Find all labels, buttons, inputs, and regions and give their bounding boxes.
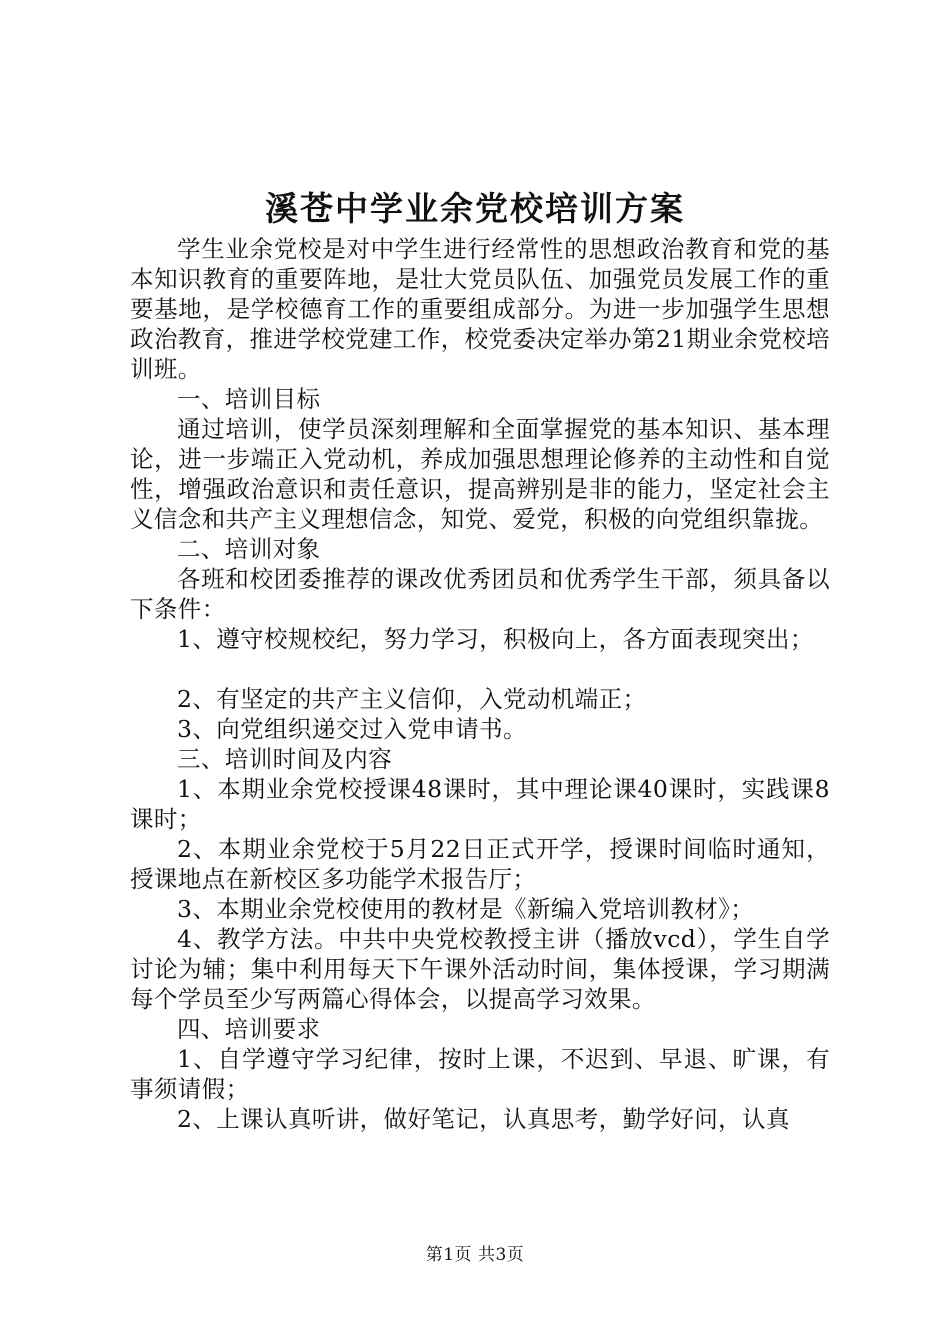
- page-number-footer: 第1页 共3页: [425, 1245, 525, 1265]
- audience-condition-item: 3、向党组织递交过入党申请书。: [177, 715, 527, 743]
- schedule-item: 2、本期业余党校于5月22日正式开学，授课时间临时通知，授课地点在新校区多功能学术报告厅；: [130, 835, 830, 893]
- document-title: 溪苍中学业余党校培训方案: [265, 189, 685, 228]
- schedule-item: 1、本期业余党校授课48课时，其中理论课40课时，实践课8课时；: [130, 775, 830, 833]
- schedule-item: 4、教学方法。中共中央党校教授主讲（播放vcd），学生自学讨论为辅；集中利用每天下午课外活动时间，集体授课，学习期满每个学员至少写两篇心得体会，以提高学习效果。: [130, 925, 830, 1013]
- blank-line: [130, 654, 830, 684]
- audience-condition-item: 2、有坚定的共产主义信仰，入党动机端正；: [177, 685, 647, 713]
- audience-paragraph: 各班和校团委推荐的课改优秀团员和优秀学生干部，须具备以下条件：: [130, 565, 830, 623]
- requirement-item: 2、上课认真听讲，做好笔记，认真思考，勤学好问，认真: [177, 1105, 790, 1133]
- requirement-item: 1、自学遵守学习纪律，按时上课，不迟到、早退、旷课，有事须请假；: [130, 1045, 830, 1103]
- document-body: [130, 234, 830, 1134]
- intro-paragraph: 学生业余党校是对中学生进行经常性的思想政治教育和党的基本知识教育的重要阵地，是壮大党员队伍、加强党员发展工作的重要基地，是学校德育工作的重要组成部分。为进一步加强学生思想政治教育，推进学校党建工作，校党委决定举办第21期业余党校培训班。: [130, 235, 830, 383]
- schedule-item: 3、本期业余党校使用的教材是《新编入党培训教材》；: [177, 895, 755, 923]
- section-heading-goals: 一、培训目标: [177, 385, 321, 413]
- goals-paragraph: 通过培训，使学员深刻理解和全面掌握党的基本知识、基本理论，进一步端正入党动机，养成加强思想理论修养的主动性和自觉性，增强政治意识和责任意识，提高辨别是非的能力，坚定社会主义信念和共产主义理想信念，知党、爱党，积极的向党组织靠拢。: [130, 415, 830, 533]
- audience-condition-item: 1、遵守校规校纪，努力学习，积极向上，各方面表现突出；: [177, 625, 814, 653]
- section-heading-requirements: 四、培训要求: [177, 1015, 321, 1043]
- section-heading-schedule: 三、培训时间及内容: [177, 745, 393, 773]
- section-heading-audience: 二、培训对象: [177, 535, 321, 563]
